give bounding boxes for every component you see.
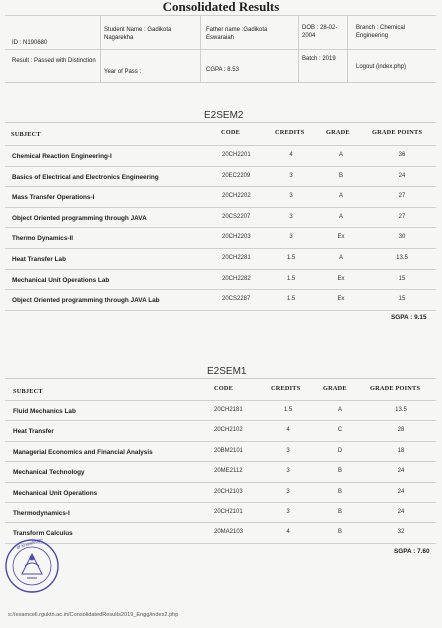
column-header-grade-points: GRADE POINTS — [370, 385, 421, 392]
header-col-divider — [100, 15, 101, 82]
subject-name: Transform Calculus — [13, 530, 73, 538]
credits-value: 3 — [289, 213, 293, 220]
grade-value: B — [337, 529, 342, 536]
page-title: Consolidated Results — [162, 0, 280, 14]
grade-value: C — [337, 427, 343, 434]
semester-title: E2SEM2 — [204, 110, 244, 121]
grade-points-value: 27 — [398, 193, 406, 200]
table-bottom-border — [5, 543, 436, 544]
credits-value: 3 — [286, 509, 290, 515]
grade-value: A — [338, 193, 343, 200]
row-divider — [5, 502, 436, 503]
column-header-grade: GRADE — [326, 129, 350, 136]
subject-name: Mechanical Technology — [13, 469, 85, 477]
subject-name: Heat Transfer — [13, 428, 54, 436]
row-divider — [5, 420, 436, 421]
subject-code: 20CH2181 — [214, 407, 243, 413]
credits-value: 3 — [289, 193, 293, 200]
column-header-credits: CREDITS — [275, 129, 305, 136]
grade-points-value: 15 — [398, 275, 406, 282]
credits-value: 1.5 — [286, 255, 296, 261]
row-divider — [5, 400, 436, 401]
subject-code: 20CS2207 — [222, 213, 251, 220]
sgpa: SGPA : 9.15 — [391, 314, 427, 321]
grade-value: A — [337, 407, 342, 413]
credits-value: 3 — [286, 468, 290, 475]
header-col-divider — [298, 15, 299, 82]
grade-points-value: 13.5 — [395, 407, 407, 413]
row-divider — [5, 289, 436, 290]
subject-name: Managerial Economics and Financial Analysis — [13, 448, 153, 456]
grade-points-value: 32 — [397, 529, 405, 536]
sgpa: SGPA : 7.60 — [394, 548, 430, 555]
logout-link[interactable]: Logout (index.php) — [356, 64, 407, 70]
subject-code: 20CH2281 — [222, 255, 251, 261]
grade-value: B — [337, 509, 342, 515]
grade-points-value: 30 — [398, 234, 406, 241]
subject-name: Mechanical Unit Operations Lab — [12, 276, 110, 284]
grade-value: Ex — [337, 234, 345, 241]
father-name: Father name :Gadikota Eswaraiah — [206, 27, 268, 41]
grade-value: B — [338, 172, 343, 179]
seal-text: of Knowledge — [15, 536, 44, 551]
subject-name: Thermodynamics-I — [13, 510, 70, 517]
batch: Batch : 2019 — [302, 56, 336, 62]
column-header-grade-points: GRADE POINTS — [372, 129, 423, 136]
grade-value: A — [338, 255, 343, 261]
grade-points-value: 24 — [397, 488, 405, 495]
date-of-birth: DOB : 28-02-2004 — [302, 25, 338, 39]
student-name: Student Name : Gadikota Nagarekha — [104, 27, 172, 41]
row-divider — [5, 441, 436, 442]
table-top-border — [5, 122, 436, 123]
header-col-divider — [200, 15, 201, 82]
subject-name: Object Oriented programming through JAVA — [12, 214, 147, 222]
column-header-subject: SUBJECT — [11, 131, 41, 138]
branch: Branch : Chemical Engineering — [356, 25, 406, 39]
column-header-code: CODE — [214, 385, 233, 392]
subject-name: Heat Transfer Lab — [12, 256, 66, 263]
student-id: ID : N190680 — [12, 40, 48, 46]
credits-value: 3 — [286, 488, 290, 495]
credits-value: 1.5 — [286, 296, 296, 303]
subject-name: Basics of Electrical and Electronics Engineering — [12, 173, 159, 181]
row-divider — [5, 482, 436, 483]
subject-code: 20CH2201 — [222, 152, 251, 158]
result-status: Result : Passed with Distinction — [12, 58, 96, 64]
row-divider — [5, 166, 436, 167]
grade-value: Ex — [337, 296, 345, 303]
grade-points-value: 18 — [397, 447, 405, 454]
grade-value: B — [337, 468, 342, 475]
row-divider — [5, 248, 436, 249]
grade-points-value: 13.5 — [396, 255, 408, 261]
grade-value: A — [338, 152, 343, 158]
credits-value: 1.5 — [283, 407, 293, 413]
subject-name: Mass Transfer Operations-I — [12, 194, 95, 202]
grade-value: Ex — [337, 275, 345, 282]
table-bottom-border — [5, 310, 436, 311]
cgpa: CGPA : 8.53 — [206, 67, 239, 73]
subject-code: 20CH2203 — [222, 234, 251, 241]
header-col-divider — [347, 15, 348, 82]
grade-points-value: 24 — [398, 172, 406, 179]
subject-code: 20MA2103 — [214, 529, 244, 536]
grade-points-value: 36 — [398, 152, 406, 158]
row-divider — [5, 186, 436, 187]
subject-code: 20CH2103 — [214, 488, 243, 495]
row-divider — [5, 461, 436, 462]
grade-points-value: 27 — [398, 213, 406, 220]
subject-code: 20EC2209 — [222, 172, 251, 179]
credits-value: 4 — [289, 152, 293, 158]
column-header-grade: GRADE — [323, 385, 347, 392]
credits-value: 3 — [289, 234, 293, 241]
page-url[interactable]: s://examcell.rguktn.ac.in/ConsolidatedResults2019_Engg/index2.php — [8, 612, 179, 618]
grade-points-value: 24 — [397, 468, 405, 475]
semester-title: E2SEM1 — [207, 366, 247, 377]
column-header-code: CODE — [221, 129, 240, 136]
credits-value: 3 — [286, 447, 290, 454]
subject-code: 20CH2202 — [222, 193, 251, 200]
subject-code: 20CS2287 — [222, 296, 251, 303]
row-divider — [5, 522, 436, 523]
row-divider — [5, 207, 436, 208]
column-header-credits: CREDITS — [271, 385, 301, 392]
column-header-subject: SUBJECT — [13, 388, 43, 395]
credits-value: 1.5 — [286, 275, 296, 282]
subject-code: 20BM2101 — [214, 447, 244, 454]
subject-name: Mechanical Unit Operations — [13, 489, 98, 497]
row-divider — [5, 269, 436, 270]
credits-value: 4 — [286, 529, 290, 536]
credits-value: 4 — [286, 427, 290, 434]
grade-value: D — [337, 447, 343, 454]
subject-code: 20ME2112 — [214, 468, 243, 475]
subject-code: 20CH2102 — [214, 427, 243, 434]
credits-value: 3 — [289, 172, 293, 179]
header-mid-border — [5, 49, 436, 50]
subject-name: Chemical Reaction Engineering-I — [12, 153, 112, 160]
subject-code: 20CH2101 — [214, 509, 243, 515]
subject-code: 20CH2282 — [222, 275, 251, 282]
grade-points-value: 15 — [398, 296, 406, 303]
grade-value: B — [337, 488, 342, 495]
year-of-pass: Year of Pass : — [104, 69, 142, 75]
university-seal-icon — [4, 538, 60, 594]
grade-value: A — [338, 213, 343, 220]
header-top-border — [5, 15, 436, 16]
subject-name: Object Oriented programming through JAVA Lab — [12, 297, 160, 305]
grade-points-value: 24 — [397, 509, 405, 515]
subject-name: Thermo Dynamics-II — [12, 235, 74, 243]
table-top-border — [5, 378, 436, 379]
row-divider — [5, 227, 436, 228]
header-bottom-border — [5, 82, 436, 83]
subject-name: Fluid Mechanics Lab — [13, 408, 76, 415]
grade-points-value: 28 — [397, 427, 405, 434]
row-divider — [5, 145, 436, 146]
